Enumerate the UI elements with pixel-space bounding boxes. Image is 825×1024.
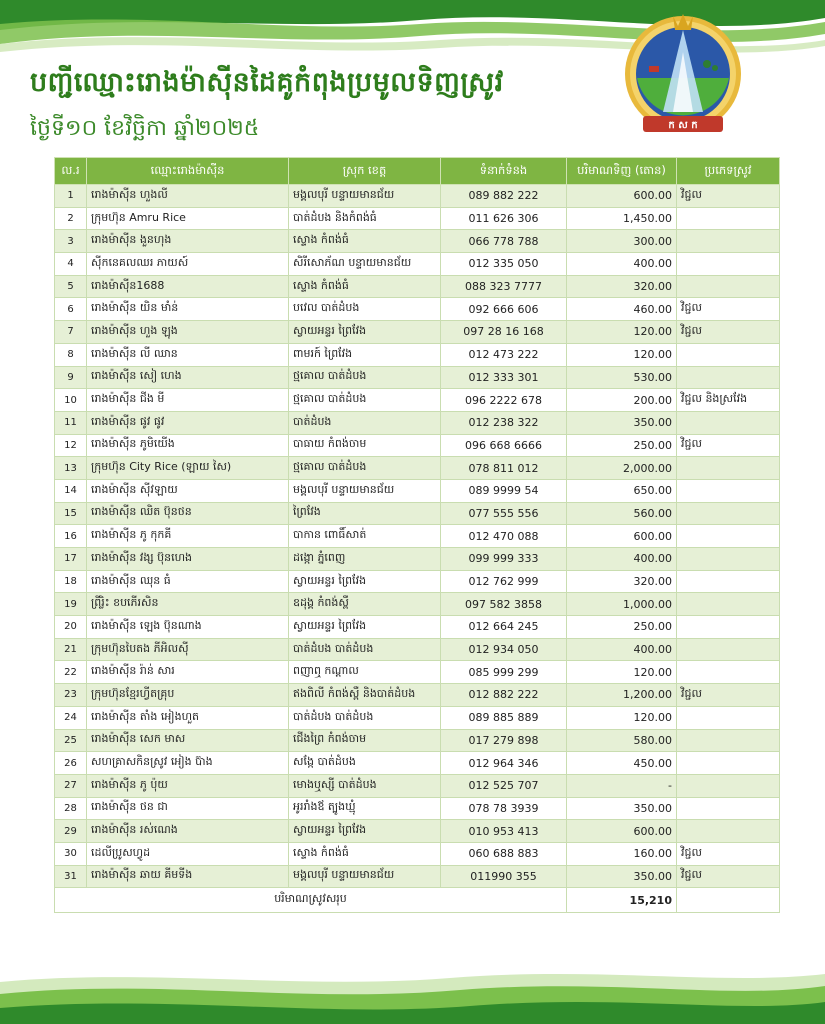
table-row [55,797,780,820]
location: អូររាំងឪ ត្បូងឃ្មុំ [289,797,441,820]
phone-number: 096 2222 678 [441,389,567,412]
table-row [55,411,780,434]
table-row [55,343,780,366]
location: បាត់ដំបង [289,411,441,434]
quantity: 450.00 [567,752,677,775]
row-number: 20 [55,616,87,639]
table-row [55,548,780,571]
location: បាកាន ពោធិ៍សាត់ [289,525,441,548]
rice-type [677,752,780,775]
row-number: 24 [55,706,87,729]
table-row [55,570,780,593]
location: ថ្មគោល បាត់ដំបង [289,366,441,389]
location: ថ្មគោល បាត់ដំបង [289,457,441,480]
mill-name: រោងម៉ាស៊ីន ភូមិយើង [87,434,289,457]
mill-name: រោងម៉ាស៊ីន ឈុន ធំ [87,570,289,593]
mill-name: រោងម៉ាស៊ីន ផូវ ផូវ [87,411,289,434]
header-no: ល.រ [55,158,87,185]
row-number: 9 [55,366,87,389]
row-number: 25 [55,729,87,752]
rice-type [677,593,780,616]
phone-number: 085 999 299 [441,661,567,684]
row-number: 26 [55,752,87,775]
phone-number: 088 323 7777 [441,275,567,298]
table-row [55,865,780,888]
location: មង្គលបុរី បន្ទាយមានជ័យ [289,479,441,502]
rice-type [677,207,780,230]
table-row [55,253,780,276]
table-row [55,661,780,684]
quantity: 1,000.00 [567,593,677,616]
table-row [55,230,780,253]
row-number: 5 [55,275,87,298]
rice-type: វិជ្ជល [677,185,780,208]
row-number: 18 [55,570,87,593]
table-row [55,321,780,344]
mill-name: រោងម៉ាស៊ីន ហួង ឡុង [87,321,289,344]
location: ថ្មគោល បាត់ដំបង [289,389,441,412]
phone-number: 078 811 012 [441,457,567,480]
quantity: 350.00 [567,865,677,888]
table-row [55,729,780,752]
table-row [55,185,780,208]
rice-type [677,525,780,548]
phone-number: 078 78 3939 [441,797,567,820]
row-number: 29 [55,820,87,843]
quantity: 1,450.00 [567,207,677,230]
table-row [55,525,780,548]
row-number: 17 [55,548,87,571]
mill-name: រោងម៉ាស៊ីន ឡេង ប៊ុនណាង [87,616,289,639]
mill-name: ក្រុមហ៊ុន Amru Rice [87,207,289,230]
phone-number: 012 473 222 [441,343,567,366]
mill-name: រោងម៉ាស៊ីន ជីង មី [87,389,289,412]
mill-name: ព្រីរ្លិះ ខបភើរសិន [87,593,289,616]
table-body [55,185,780,888]
quantity: 600.00 [567,185,677,208]
table-row [55,207,780,230]
table-row [55,457,780,480]
mill-name: រោងម៉ាស៊ីន តាំង អៀងហួត [87,706,289,729]
quantity: 460.00 [567,298,677,321]
table-row [55,502,780,525]
bottom-wave-decoration [0,964,825,1024]
location: ស្វាយអន្ទរ ព្រៃវែង [289,321,441,344]
table-row [55,479,780,502]
location: មោងឬស្សី បាត់ដំបង [289,774,441,797]
quantity: 600.00 [567,525,677,548]
total-row [55,888,780,913]
quantity: 400.00 [567,253,677,276]
row-number: 30 [55,842,87,865]
mill-name: រោងម៉ាស៊ីន ភូ កុកគី [87,525,289,548]
header-rice-type: ប្រភេទស្រូវ [677,158,780,185]
row-number: 10 [55,389,87,412]
phone-number: 012 964 346 [441,752,567,775]
phone-number: 060 688 883 [441,842,567,865]
phone-number: 066 778 788 [441,230,567,253]
mill-name: រោងម៉ាស៊ីន ឈិត ប៊ុនថន [87,502,289,525]
location: បាត់ដំបង និងកំពង់ធំ [289,207,441,230]
rice-type: វិជ្ជល [677,684,780,707]
mill-name: សហគ្រាសកិនស្រូវ អៀង ប៊ាង [87,752,289,775]
quantity: 120.00 [567,321,677,344]
rice-type [677,797,780,820]
table-row [55,820,780,843]
rice-type: វិជ្ជល [677,865,780,888]
location: បវេល បាត់ដំបង [289,298,441,321]
mill-name: រោងម៉ាស៊ីន1688 [87,275,289,298]
quantity: 200.00 [567,389,677,412]
rice-type: វិជ្ជល [677,298,780,321]
location: ឧដុង្គ កំពង់ស្ពឺ [289,593,441,616]
mill-name: ក្រុមហ៊ុនខ្មែរហ្វីតគ្រុប [87,684,289,707]
row-number: 15 [55,502,87,525]
mill-name: រោងម៉ាស៊ីន ស៊ីវឡាយ [87,479,289,502]
location: បាត់ដំបង បាត់ដំបង [289,706,441,729]
table-row [55,593,780,616]
row-number: 1 [55,185,87,208]
quantity: 1,200.00 [567,684,677,707]
rice-type [677,706,780,729]
phone-number: 012 238 322 [441,411,567,434]
rice-type [677,774,780,797]
phone-number: 012 333 301 [441,366,567,389]
rice-type [677,638,780,661]
total-value: 15,210 [567,888,677,913]
phone-number: 017 279 898 [441,729,567,752]
rice-type [677,502,780,525]
location: ស្ទោង កំពង់ធំ [289,842,441,865]
location: ពាមរក៍ ព្រៃវែង [289,343,441,366]
row-number: 2 [55,207,87,230]
quantity: 120.00 [567,343,677,366]
phone-number: 012 664 245 [441,616,567,639]
mill-name: ក្រុមហ៊ុនបៃតង ភីអិលស៊ី [87,638,289,661]
row-number: 22 [55,661,87,684]
row-number: 7 [55,321,87,344]
rice-type [677,661,780,684]
phone-number: 097 28 16 168 [441,321,567,344]
mill-name: រោងម៉ាស៊ីន លី ឈាន [87,343,289,366]
mill-name: ស៊ីកនេគលឈរ ភាយស៍ [87,253,289,276]
location: ព្រៃវែង [289,502,441,525]
header-quantity: បរិមាណទិញ (តោន) [567,158,677,185]
total-empty-cell [677,888,780,913]
phone-number: 077 555 556 [441,502,567,525]
phone-number: 012 335 050 [441,253,567,276]
mill-name: រោងម៉ាស៊ីន រ៉ាន់ សារ [87,661,289,684]
mill-name: រោងម៉ាស៊ីន ឆាយ គីមទីង [87,865,289,888]
table-row [55,842,780,865]
quantity: 300.00 [567,230,677,253]
rice-type: វិជ្ជល [677,321,780,344]
row-number: 27 [55,774,87,797]
phone-number: 097 582 3858 [441,593,567,616]
quantity: 320.00 [567,275,677,298]
row-number: 14 [55,479,87,502]
row-number: 6 [55,298,87,321]
mill-name: រោងម៉ាស៊ីន ហួងលី [87,185,289,208]
table-row [55,366,780,389]
quantity: 600.00 [567,820,677,843]
location: សិរីសោភ័ណ បន្ទាយមានជ័យ [289,253,441,276]
rice-type [677,230,780,253]
header-location: ស្រុក ខេត្ត [289,158,441,185]
rice-type [677,275,780,298]
table-row [55,752,780,775]
table-row [55,434,780,457]
page-date: ថ្ងៃទី១០ ខែវិច្ឆិកា ឆ្នាំ២០២៥ [30,116,260,141]
table-row [55,638,780,661]
rice-mill-table [54,157,780,913]
table-row [55,684,780,707]
phone-number: 092 666 606 [441,298,567,321]
rice-type [677,343,780,366]
quantity: 2,000.00 [567,457,677,480]
location: ស្វាយអន្ទរ ព្រៃវែង [289,820,441,843]
location: ស្ទោង កំពង់ធំ [289,275,441,298]
quantity: 350.00 [567,797,677,820]
quantity: 530.00 [567,366,677,389]
mill-name: រោងម៉ាស៊ីន រស់ណេង [87,820,289,843]
location: ដង្កោ ភ្នំពេញ [289,548,441,571]
rice-type: វិជ្ជល [677,434,780,457]
location: មង្គលបុរី បន្ទាយមានជ័យ [289,185,441,208]
rice-type [677,479,780,502]
quantity: 120.00 [567,706,677,729]
location: សង្កែ បាត់ដំបង [289,752,441,775]
phone-number: 099 999 333 [441,548,567,571]
quantity: 400.00 [567,638,677,661]
header-contact: ទំនាក់ទំនង [441,158,567,185]
mill-name: ក្រុមហ៊ុន City Rice (ឡាយ សៃ) [87,457,289,480]
row-number: 23 [55,684,87,707]
quantity: 580.00 [567,729,677,752]
quantity: 400.00 [567,548,677,571]
mill-name: រោងម៉ាស៊ីន យិន មាំន់ [87,298,289,321]
header-mill-name: ឈ្មោះរោងម៉ាស៊ីន [87,158,289,185]
page-title: បញ្ជីឈ្មោះរោងម៉ាស៊ីនដៃគូកំពុងប្រមូលទិញស្រូវ [30,67,504,98]
row-number: 28 [55,797,87,820]
row-number: 12 [55,434,87,457]
phone-number: 012 934 050 [441,638,567,661]
table-header-row [55,158,780,185]
quantity: 250.00 [567,434,677,457]
rice-type [677,616,780,639]
location: បាធាយ កំពង់ចាម [289,434,441,457]
table-row [55,616,780,639]
location: ស្ទោង កំពង់ធំ [289,230,441,253]
row-number: 31 [55,865,87,888]
total-label: បរិមាណស្រូវសរុប [55,888,567,913]
row-number: 16 [55,525,87,548]
row-number: 8 [55,343,87,366]
rice-type [677,820,780,843]
location: ស្វាយអន្ទរ ព្រៃវែង [289,570,441,593]
rice-type [677,411,780,434]
mill-name: រោងម៉ាស៊ីន សៀ ហេង [87,366,289,389]
phone-number: 089 9999 54 [441,479,567,502]
phone-number: 012 525 707 [441,774,567,797]
quantity: 350.00 [567,411,677,434]
quantity: 120.00 [567,661,677,684]
location: ឥងពិលី កំពង់ស្ពឺ និងបាត់ដំបង [289,684,441,707]
table-row [55,275,780,298]
row-number: 13 [55,457,87,480]
rice-type [677,548,780,571]
table-row [55,706,780,729]
phone-number: 011 626 306 [441,207,567,230]
rice-type [677,366,780,389]
phone-number: 011990 355 [441,865,567,888]
emblem-label: ក ស ក [668,120,698,131]
row-number: 21 [55,638,87,661]
phone-number: 012 470 088 [441,525,567,548]
mill-name: រោងម៉ាស៊ីន សេក មាស [87,729,289,752]
row-number: 4 [55,253,87,276]
mill-name: រោងម៉ាស៊ីន ងួនហុង [87,230,289,253]
quantity: 160.00 [567,842,677,865]
phone-number: 089 882 222 [441,185,567,208]
location: ជើងព្រៃ កំពង់ចាម [289,729,441,752]
rice-type [677,457,780,480]
phone-number: 089 885 889 [441,706,567,729]
location: បាត់ដំបង បាត់ដំបង [289,638,441,661]
rice-type: វិជ្ជល [677,842,780,865]
quantity: - [567,774,677,797]
mill-name: រោងម៉ាស៊ីន ថន ជា [87,797,289,820]
phone-number: 012 762 999 [441,570,567,593]
row-number: 11 [55,411,87,434]
location: មង្គលបុរី បន្ទាយមានជ័យ [289,865,441,888]
row-number: 3 [55,230,87,253]
table-row [55,298,780,321]
quantity: 560.00 [567,502,677,525]
rice-type [677,729,780,752]
emblem-logo [623,12,743,140]
rice-type [677,253,780,276]
rice-type: វិជ្ជល និងស្រវែង [677,389,780,412]
phone-number: 012 882 222 [441,684,567,707]
mill-name: រោងម៉ាស៊ីន ភូ ប៉ុយ [87,774,289,797]
phone-number: 010 953 413 [441,820,567,843]
phone-number: 096 668 6666 [441,434,567,457]
location: ស្វាយអន្ទរ ព្រៃវែង [289,616,441,639]
mill-name: ដេលីប្រូសហ្វូដ [87,842,289,865]
quantity: 320.00 [567,570,677,593]
quantity: 250.00 [567,616,677,639]
rice-type [677,570,780,593]
row-number: 19 [55,593,87,616]
table-row [55,389,780,412]
location: ពញាឮ កណ្តាល [289,661,441,684]
quantity: 650.00 [567,479,677,502]
table-row [55,774,780,797]
mill-name: រោងម៉ាស៊ីន វង្ស ប៊ុនហេង [87,548,289,571]
